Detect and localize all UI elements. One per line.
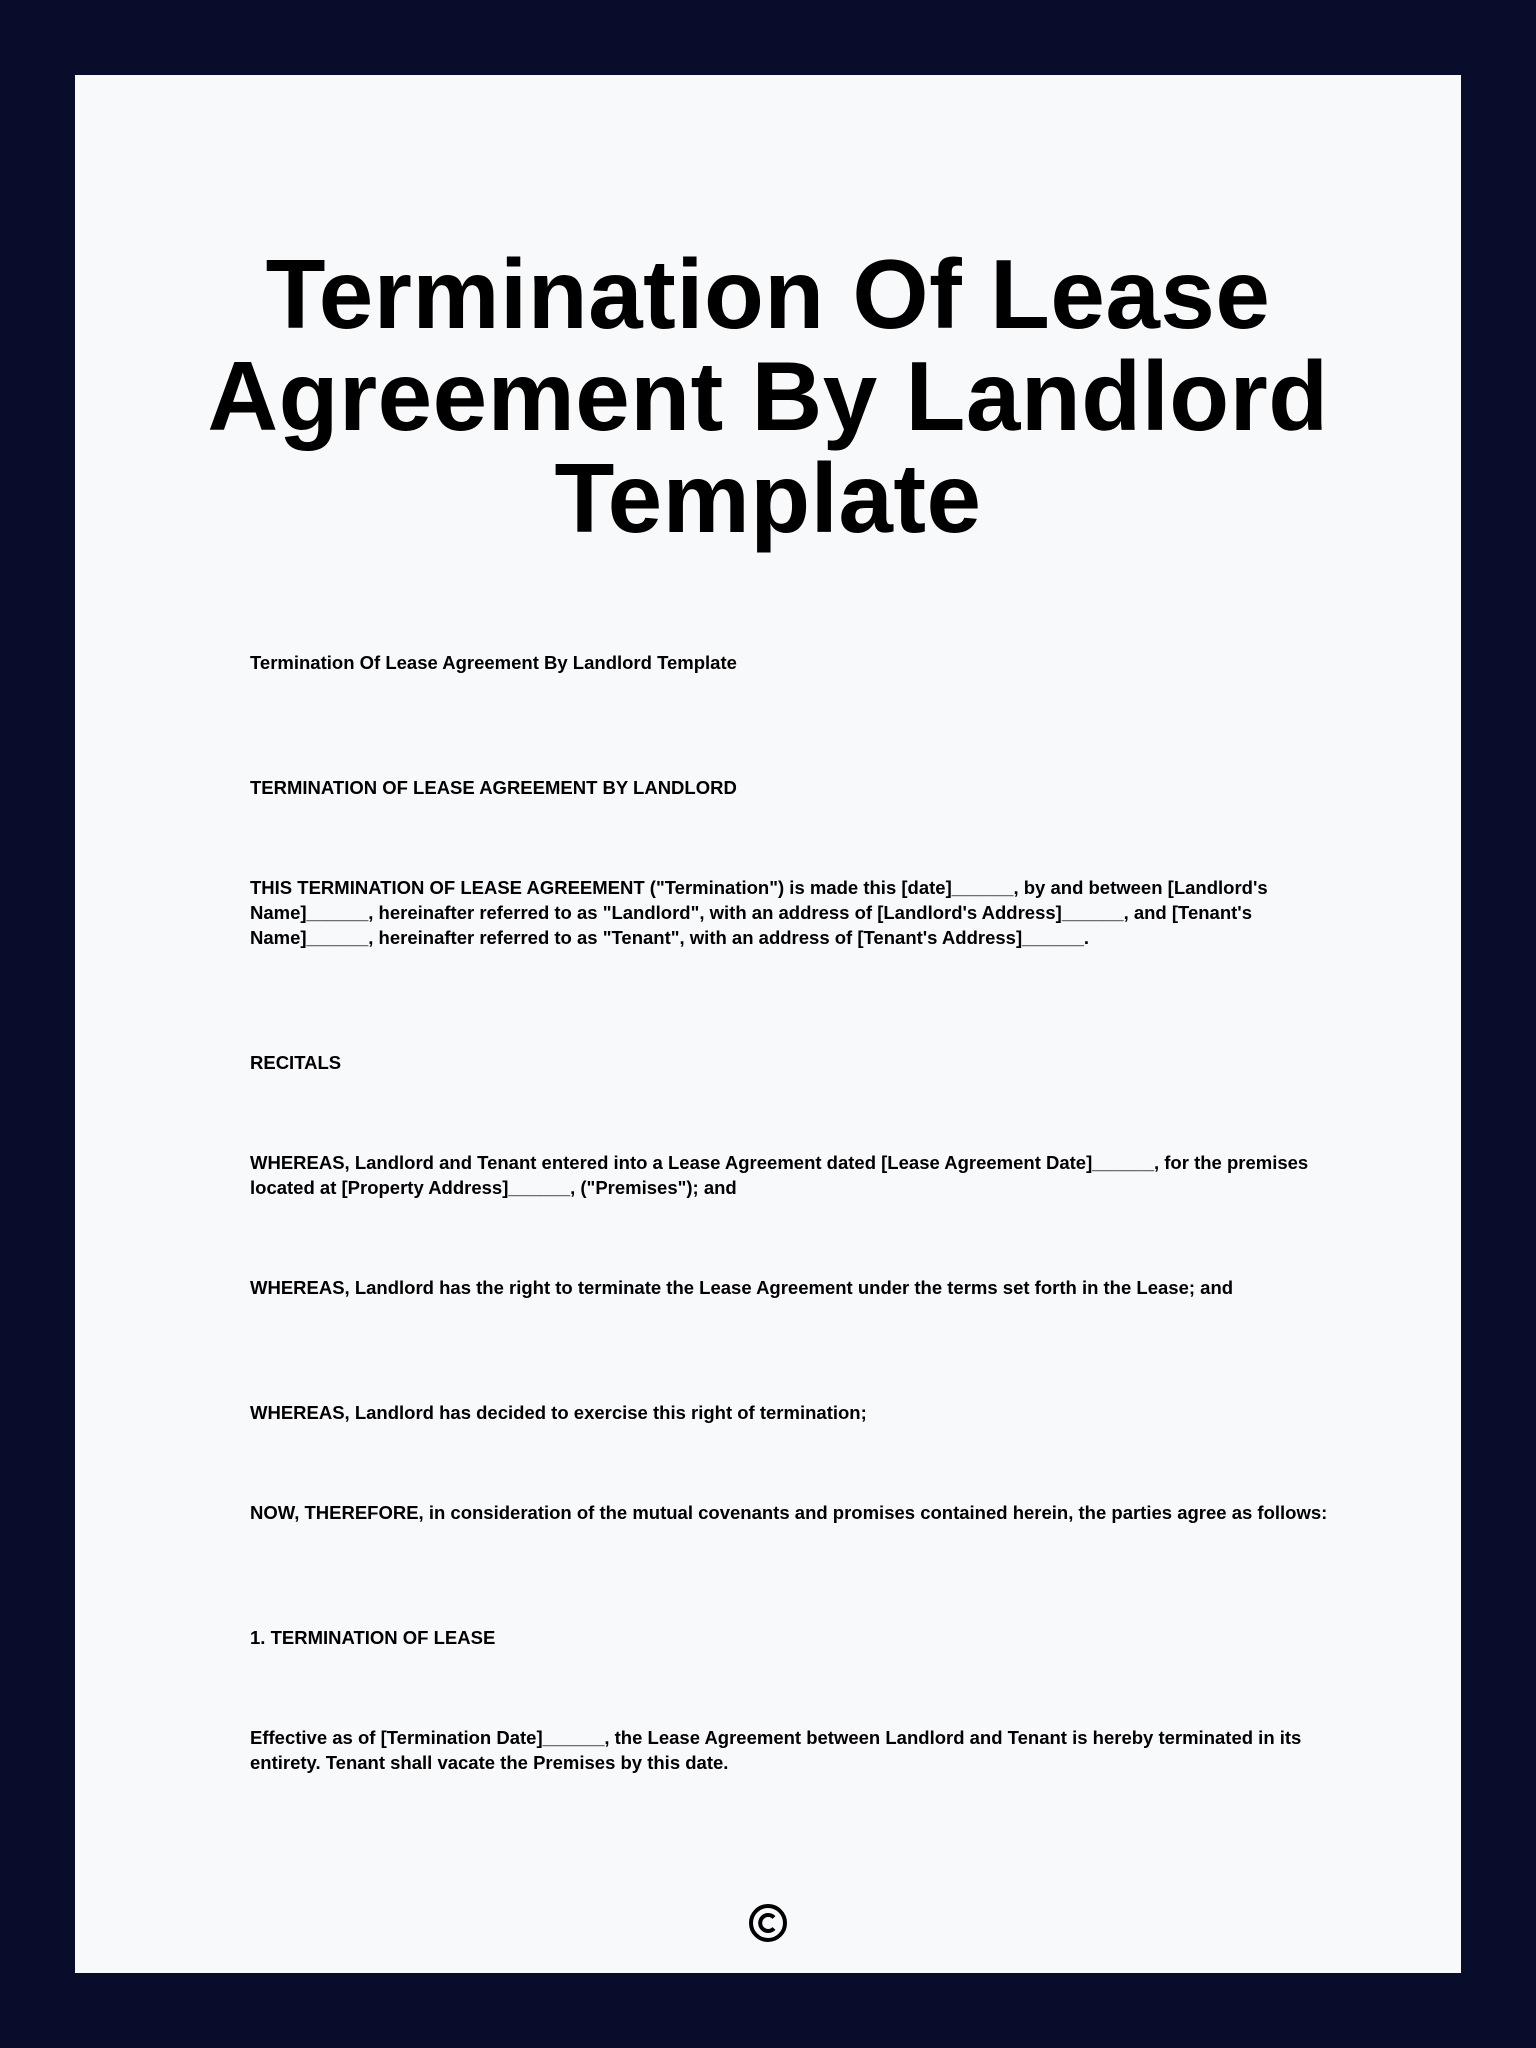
recitals-heading: RECITALS <box>250 1052 342 1073</box>
whereas-paragraph-1: WHEREAS, Landlord and Tenant entered into a Lease Agreement dated [Lease Agreement Date]______, for the premises located at [Property Address]______, ("Premises"); and <box>250 1152 1309 1198</box>
copyright-footer <box>75 1903 1461 1948</box>
intro-paragraph: THIS TERMINATION OF LEASE AGREEMENT ("Termination") is made this [date]______, by and between [Landlord's Name]______, hereinafter referred to as "Landlord", with an address of [Landlord's Address]______, and [Tenant's Name]______, hereinafter referred to as "Tenant", with an address of [Tenant's Address]______. <box>250 877 1268 948</box>
document-title: Termination Of Lease Agreement By Landlord Template <box>207 239 1329 553</box>
agreement-heading: TERMINATION OF LEASE AGREEMENT BY LANDLORD <box>250 777 737 798</box>
copyright-icon <box>748 1903 788 1943</box>
whereas-paragraph-2: WHEREAS, Landlord has the right to terminate the Lease Agreement under the terms set forth in the Lease; and <box>250 1277 1234 1298</box>
document-page <box>75 75 1461 1973</box>
section-1-paragraph: Effective as of [Termination Date]______, the Lease Agreement between Landlord and Tenant is hereby terminated in its entirety. Tenant shall vacate the Premises by this date. <box>250 1727 1302 1773</box>
document-subtitle: Termination Of Lease Agreement By Landlord Template <box>250 652 737 673</box>
now-therefore-paragraph: NOW, THEREFORE, in consideration of the mutual covenants and promises contained herein, the parties agree as follows: <box>250 1502 1328 1523</box>
whereas-paragraph-3: WHEREAS, Landlord has decided to exercise this right of termination; <box>250 1402 867 1423</box>
section-1-heading: 1. TERMINATION OF LEASE <box>250 1627 496 1648</box>
